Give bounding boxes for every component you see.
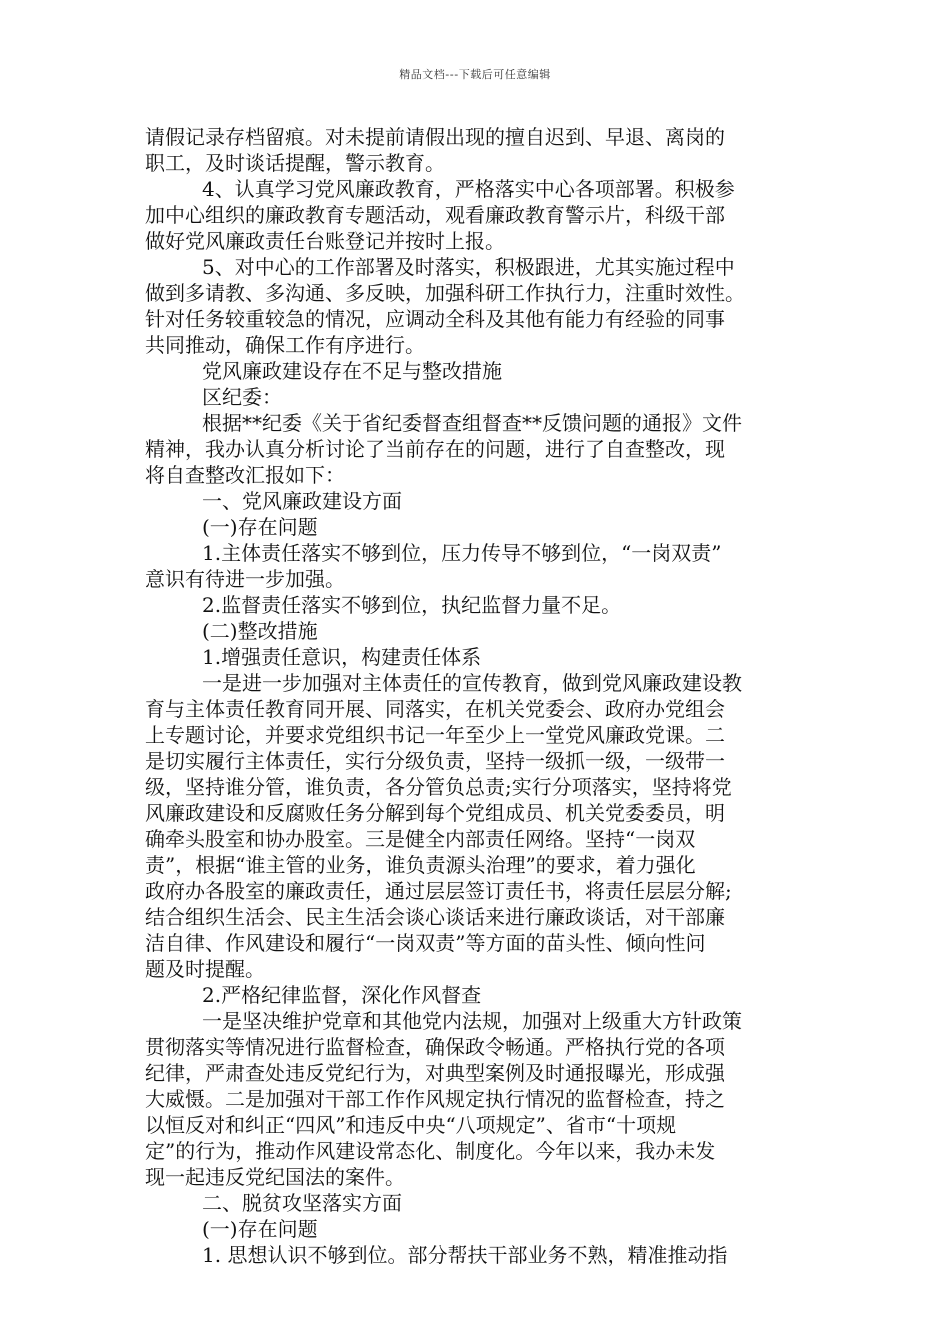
page-header: 精品文档---下载后可任意编辑 [399, 68, 551, 81]
text-line: 做到多请教、多沟通、多反映，加强科研工作执行力，注重时效性。 [145, 281, 745, 305]
text-line: (一)存在问题 [202, 515, 318, 539]
text-line: 一是坚决维护党章和其他党内法规，加强对上级重大方针政策 [202, 1009, 742, 1033]
document-body [145, 124, 805, 1268]
text-line: 针对任务较重较急的情况，应调动全科及其他有能力有经验的同事 [145, 307, 725, 331]
text-line: 意识有待进一步加强。 [145, 567, 345, 591]
text-line: 2.严格纪律监督，深化作风督查 [202, 983, 482, 1007]
text-line: 现一起违反党纪国法的案件。 [145, 1165, 405, 1189]
text-line: 贯彻落实等情况进行监督检查，确保政令畅通。严格执行党的各项 [145, 1035, 725, 1059]
text-line: 加中心组织的廉政教育专题活动，观看廉政教育警示片，科级干部 [145, 203, 725, 227]
text-line: 政府办各股室的廉政责任，通过层层签订责任书，将责任层层分解; [145, 879, 732, 903]
text-line: 责”，根据“谁主管的业务，谁负责源头治理”的要求，着力强化 [145, 853, 696, 877]
text-line: 以恒反对和纠正“四风”和违反中央“八项规定”、省市“十项规 [145, 1113, 677, 1137]
text-line: 风廉政建设和反腐败任务分解到每个党组成员、机关党委委员，明 [145, 801, 725, 825]
text-line: 区纪委： [202, 385, 282, 409]
text-line: 做好党风廉政责任台账登记并按时上报。 [145, 229, 505, 253]
text-line: 党风廉政建设存在不足与整改措施 [202, 359, 502, 383]
text-line: 4、认真学习党风廉政教育，严格落实中心各项部署。积极参 [202, 177, 735, 201]
text-line: 级，坚持谁分管，谁负责，各分管负总责;实行分项落实，坚持将党 [145, 775, 732, 799]
text-line: (一)存在问题 [202, 1217, 318, 1241]
text-line: 上专题讨论，并要求党组织书记一年至少上一堂党风廉政党课。二 [145, 723, 725, 747]
text-line: 洁自律、作风建设和履行“一岗双责”等方面的苗头性、倾向性问 [145, 931, 706, 955]
text-line: 二、脱贫攻坚落实方面 [202, 1191, 402, 1215]
text-line: 育与主体责任教育同开展、同落实，在机关党委会、政府办党组会 [145, 697, 725, 721]
text-line: 确牵头股室和协办股室。三是健全内部责任网络。坚持“一岗双 [145, 827, 696, 851]
text-line: 将自查整改汇报如下： [145, 463, 345, 487]
text-line: 定”的行为，推动作风建设常态化、制度化。今年以来，我办未发 [145, 1139, 716, 1163]
text-line: 一是进一步加强对主体责任的宣传教育，做到党风廉政建设教 [202, 671, 742, 695]
text-line: 1.增强责任意识，构建责任体系 [202, 645, 482, 669]
text-line: 职工，及时谈话提醒，警示教育。 [145, 151, 445, 175]
text-line: 纪律，严肃查处违反党纪行为，对典型案例及时通报曝光，形成强 [145, 1061, 725, 1085]
text-line: 1.主体责任落实不够到位，压力传导不够到位，“一岗双责” [202, 541, 722, 565]
text-line: 结合组织生活会、民主生活会谈心谈话来进行廉政谈话，对干部廉 [145, 905, 725, 929]
text-line: 共同推动，确保工作有序进行。 [145, 333, 425, 357]
text-line: 一、党风廉政建设方面 [202, 489, 402, 513]
text-line: 5、对中心的工作部署及时落实，积极跟进，尤其实施过程中 [202, 255, 735, 279]
text-line: 题及时提醒。 [145, 957, 265, 981]
text-line: 2.监督责任落实不够到位，执纪监督力量不足。 [202, 593, 622, 617]
text-line: 是切实履行主体责任，实行分级负责，坚持一级抓一级，一级带一 [145, 749, 725, 773]
text-line: (二)整改措施 [202, 619, 318, 643]
text-line: 精神，我办认真分析讨论了当前存在的问题，进行了自查整改，现 [145, 437, 725, 461]
text-line: 大威慑。二是加强对干部工作作风规定执行情况的监督检查，持之 [145, 1087, 725, 1111]
text-line: 请假记录存档留痕。对未提前请假出现的擅自迟到、早退、离岗的 [145, 125, 725, 149]
text-line: 1. 思想认识不够到位。部分帮扶干部业务不熟，精准推动指 [202, 1243, 728, 1267]
text-line: 根据**纪委《关于省纪委督查组督查**反馈问题的通报》文件 [202, 411, 742, 435]
